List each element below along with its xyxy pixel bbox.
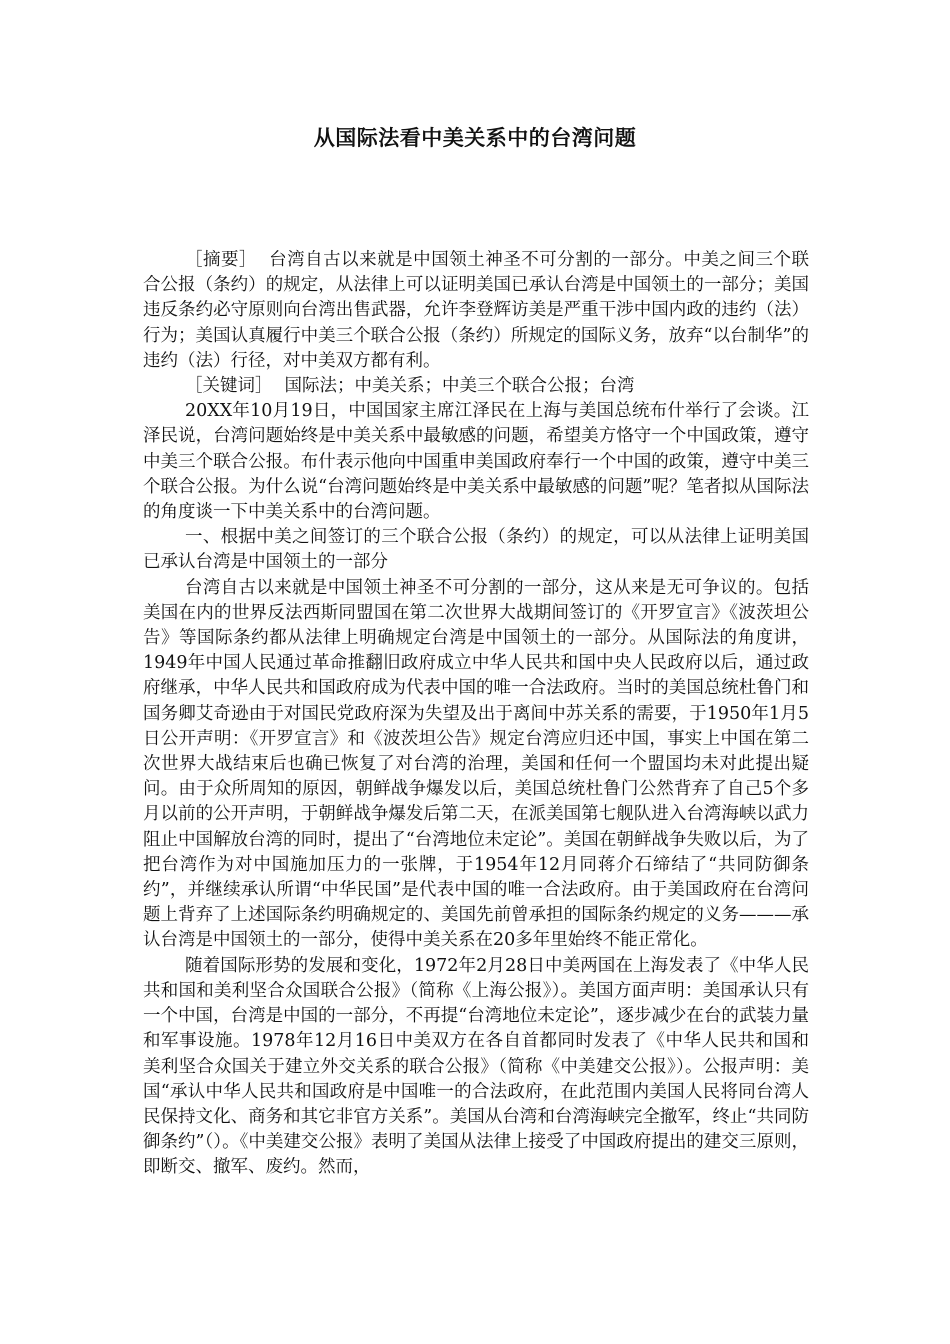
abstract-text: 台湾自古以来就是中国领土神圣不可分割的一部分。中美之间三个联合公报（条约）的规定，从法律上可以证明美国已承认台湾是中国领土的一部分；美国违反条约必守原则向台湾出售武器，允许李登辉访美是严重干涉中国内政的违约（法）行为；美国认真履行中美三个联合公报（条约）所规定的国际义务，放弃“以台制华”的违约（法）行径，对中美双方都有利。 [143,250,809,371]
intro-paragraph: 20XX年10月19日，中国国家主席江泽民在上海与美国总统布什举行了会谈。江泽民说，台湾问题始终是中美关系中最敏感的问题，希望美方恪守一个中国政策，遵守中美三个联合公报。布什表示他向中国重申美国政府奉行一个中国的政策，遵守中美三个联合公报。为什么说“台湾问题始终是中美关系中最敏感的问题”呢？笔者拟从国际法的角度谈一下中美关系中的台湾问题。 [143,401,809,523]
keywords-label: ［关键词］ [185,376,273,397]
body-paragraph: 随着国际形势的发展和变化，1972年2月28日中美两国在上海发表了《中华人民共和国和美利坚合众国联合公报》（简称《上海公报》）。美国方面声明：美国承认只有一个中国，台湾是中国的一部分，不再提“台湾地位未定论”，逐步减少在台的武装力量和军事设施。1978年12月16日中美双方在各自首都同时发表了《中华人民共和国和美利坚合众国关于建立外交关系的联合公报》（简称《中美建交公报》）。公报声明：美国“承认中华人民共和国政府是中国唯一的合法政府，在此范围内美国人民将同台湾人民保持文化、商务和其它非官方关系”。美国从台湾和台湾海峡完全撤军，终止“共同防御条约”（）。《中美建交公报》表明了美国从法律上接受了中国政府提出的建交三原则，即断交、撤军、废约。然而， [143,955,809,1178]
document-title: 从国际法看中美关系中的台湾问题 [313,126,637,150]
keywords-paragraph [143,374,809,399]
abstract-label: ［摘要］ [185,250,258,270]
section-heading: 一、根据中美之间签订的三个联合公报（条约）的规定，可以从法律上证明美国已承认台湾是中国领土的一部分 [143,527,809,573]
document-body [143,248,809,1181]
body-paragraph: 台湾自古以来就是中国领土神圣不可分割的一部分，这从来是无可争议的。包括美国在内的世界反法西斯同盟国在第二次世界大战期间签订的《开罗宣言》《波茨坦公告》等国际条约都从法律上明确规定台湾是中国领土的一部分。从国际法的角度讲，1949年中国人民通过革命推翻旧政府成立中华人民共和国中央人民政府以后，通过政府继承，中华人民共和国政府成为代表中国的唯一合法政府。当时的美国总统杜鲁门和国务卿艾奇逊由于对国民党政府深为失望及出于离间中苏关系的需要，于1950年1月5日公开声明：《开罗宣言》和《波茨坦公告》规定台湾应归还中国，事实上中国在第二次世界大战结束后也确已恢复了对台湾的治理，美国和任何一个盟国均未对此提出疑问。由于众所周知的原因，朝鲜战争爆发以后，美国总统杜鲁门公然背弃了自己5个多月以前的公开声明，于朝鲜战争爆发后第二天，在派美国第七舰队进入台湾海峡以武力阻止中国解放台湾的同时，提出了“台湾地位未定论”。美国在朝鲜战争失败以后，为了把台湾作为对中国施加压力的一张牌，于1954年12月同蒋介石缔结了“共同防御条约”，并继续承认所谓“中华民国”是代表中国的唯一合法政府。由于美国政府在台湾问题上背弃了上述国际条约明确规定的、美国先前曾承担的国际条约规定的义务———承认台湾是中国领土的一部分，使得中美关系在20多年里始终不能正常化。 [143,577,809,951]
keywords-text: 国际法；中美关系；中美三个联合公报；台湾 [284,376,635,397]
abstract-paragraph [143,248,809,374]
